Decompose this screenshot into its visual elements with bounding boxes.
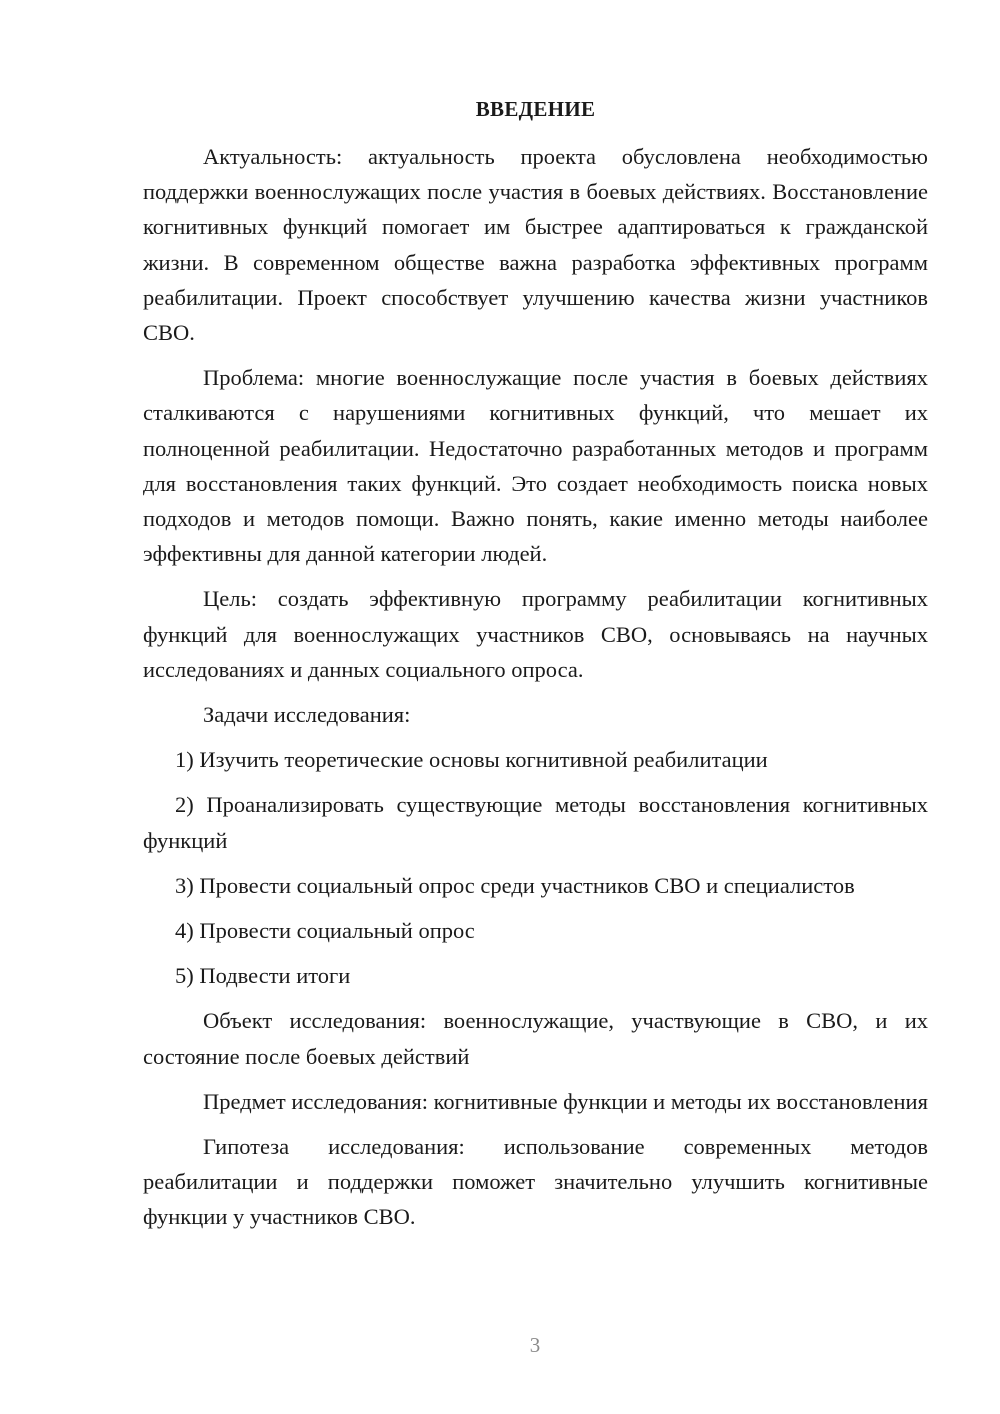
goal-paragraph: Цель: создать эффективную программу реабилитации когнитивных функций для военнослужащих участников СВО, основываясь на научных исследованиях и данных социального опроса. — [143, 586, 928, 682]
tasks-list — [143, 742, 928, 993]
task-item-3: 3) Провести социальный опрос среди участников СВО и специалистов — [175, 872, 855, 898]
subject-paragraph: Предмет исследования: когнитивные функции и методы их восстановления — [203, 1088, 928, 1114]
task-item-2: 2) Проанализировать существующие методы восстановления когнитивных функций — [143, 792, 928, 853]
relevance-paragraph: Актуальность: актуальность проекта обусловлена необходимостью поддержки военнослужащих после участия в боевых действиях. Восстановление когнитивных функций помогает им быстрее адаптироваться к гражданской жизни. В современном обществе важна разработка эффективных программ реабилитации. Проект способствует улучшению качества жизни участников СВО. — [143, 144, 928, 346]
task-item-5: 5) Подвести итоги — [175, 963, 351, 989]
page-number: 3 — [529, 1333, 541, 1357]
task-item-1: 1) Изучить теоретические основы когнитивной реабилитации — [175, 747, 768, 773]
hypothesis-paragraph: Гипотеза исследования: использование современных методов реабилитации и поддержки поможет значительно улучшить когнитивные функции у участников СВО. — [143, 1134, 928, 1230]
problem-paragraph: Проблема: многие военнослужащие после участия в боевых действиях сталкиваются с нарушениями когнитивных функций, что мешает их полноценной реабилитации. Недостаточно разработанных методов и программ для восстановления таких функций. Это создает необходимость поиска новых подходов и методов помощи. Важно понять, какие именно методы наиболее эффективны для данной категории людей. — [143, 365, 928, 567]
task-item-4: 4) Провести социальный опрос — [175, 918, 475, 944]
object-paragraph: Объект исследования: военнослужащие, участвующие в СВО, и их состояние после боевых действий — [143, 1008, 928, 1069]
tasks-heading: Задачи исследования: — [203, 702, 411, 728]
page-content — [143, 92, 928, 1235]
page-title: ВВЕДЕНИЕ — [475, 97, 596, 121]
